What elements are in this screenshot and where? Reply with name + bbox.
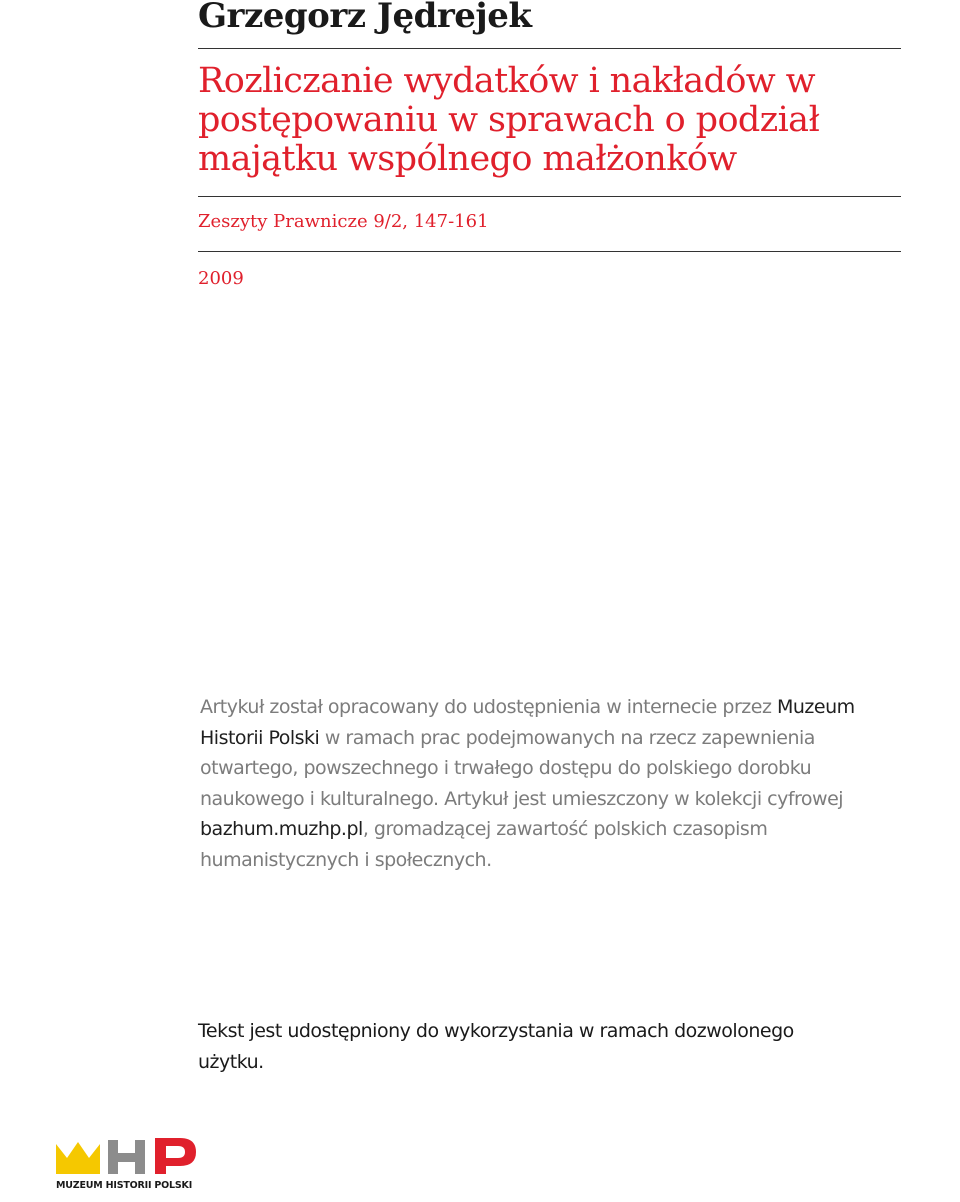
museum-logo	[56, 1136, 206, 1196]
divider-bottom	[198, 251, 901, 252]
publication-year: 2009	[198, 268, 244, 289]
notice-text: , gromadzącej zawartość polskich czasopism humanistycznych i społecznych.	[200, 818, 768, 871]
logo-h-mark	[108, 1140, 145, 1174]
divider-middle	[198, 196, 901, 197]
logo-text: MUZEUM HISTORII POLSKI	[56, 1180, 193, 1191]
logo-p-mark	[155, 1138, 196, 1174]
article-title: Rozliczanie wydatków i nakładów w postępowaniu w sprawach o podział majątku wspólnego małżonków	[198, 61, 820, 179]
notice-text: Artykuł został opracowany do udostępnienia w internecie przez	[200, 696, 777, 718]
notice-text: w ramach prac podejmowanych na rzecz zapewnienia otwartego, powszechnego i trwałego dostępu do polskiego dorobku naukowego i kulturalnego. Artykuł jest umieszczony w kolekcji cyfrowej	[200, 726, 844, 810]
logo-crown-mark	[56, 1142, 100, 1174]
collection-link[interactable]: bazhum.muzhp.pl	[200, 818, 363, 840]
author-name: Grzegorz Jędrejek	[198, 0, 532, 36]
journal-citation: Zeszyty Prawnicze 9/2, 147-161	[198, 211, 489, 232]
divider-top	[198, 48, 901, 49]
museum-name: Muzeum Historii Polski	[200, 696, 855, 749]
digitization-notice	[200, 692, 900, 875]
museum-logo-icon	[56, 1136, 206, 1180]
usage-notice: Tekst jest udostępniony do wykorzystania w ramach dozwolonego użytku.	[198, 1020, 794, 1073]
